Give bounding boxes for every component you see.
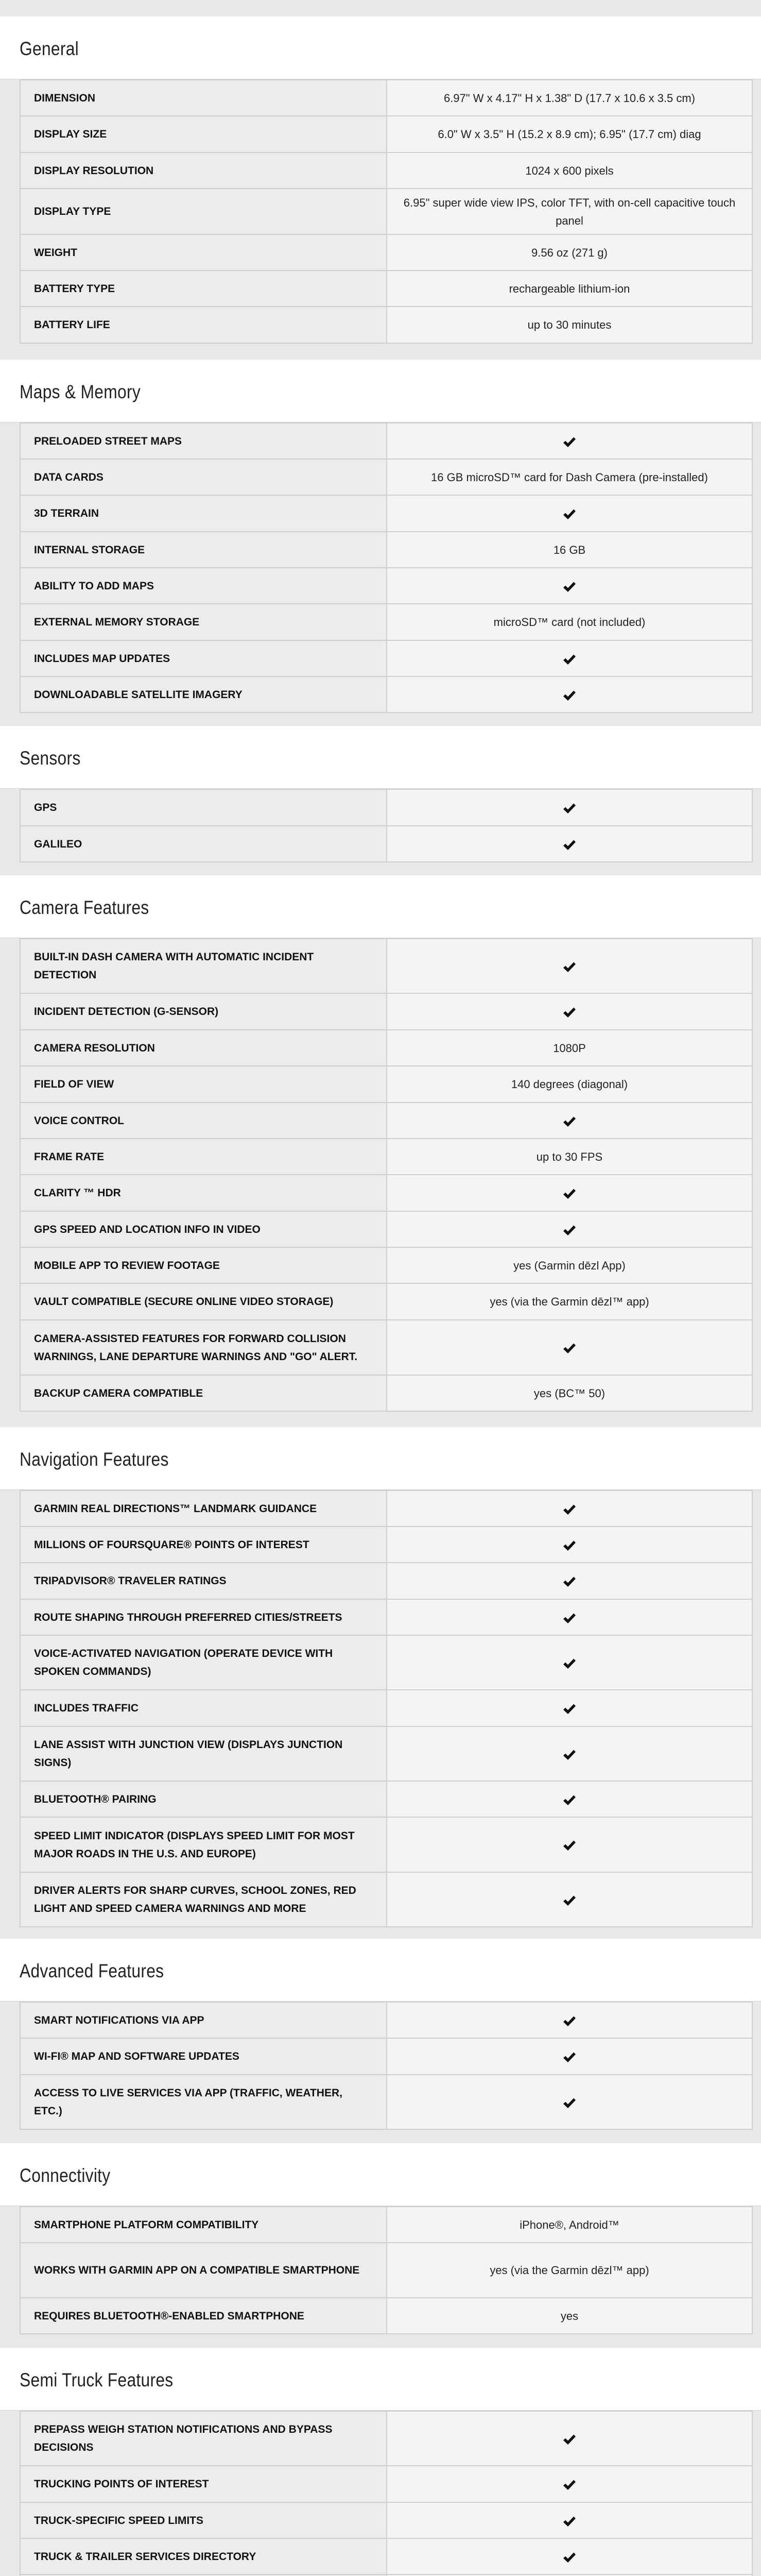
spec-row — [20, 640, 752, 676]
section-header-advanced-features — [0, 1939, 761, 2002]
section-title: Maps & Memory — [20, 381, 141, 402]
section-header-maps-memory — [0, 360, 761, 422]
checkmark-icon — [563, 1504, 576, 1515]
spec-row — [20, 2243, 752, 2298]
spec-label: MILLIONS OF FOURSQUARE® POINTS OF INTEREST — [20, 1527, 387, 1563]
spec-value-check — [387, 1563, 752, 1599]
spec-label: DATA CARDS — [20, 459, 387, 495]
spec-value-check — [387, 1103, 752, 1139]
spec-row — [20, 1030, 752, 1066]
spec-label: WEIGHT — [20, 234, 387, 270]
checkmark-icon — [563, 654, 576, 665]
spec-label: BACKUP CAMERA COMPATIBLE — [20, 1375, 387, 1411]
spec-label: GPS — [20, 789, 387, 826]
spec-table-advanced-features — [20, 2002, 753, 2130]
spec-value-check — [387, 423, 752, 459]
spec-value-check — [387, 1175, 752, 1211]
spec-row — [20, 1690, 752, 1726]
spec-value: 1024 x 600 pixels — [387, 152, 752, 189]
checkmark-icon — [563, 1116, 576, 1127]
spec-value: iPhone®, Android™ — [387, 2207, 752, 2243]
section-header-sensors — [0, 726, 761, 789]
spec-row — [20, 270, 752, 307]
checkmark-icon — [563, 803, 576, 814]
spec-value: up to 30 FPS — [387, 1139, 752, 1175]
spec-value-check — [387, 1781, 752, 1817]
checkmark-icon — [563, 2552, 576, 2563]
spec-value: yes (BC™ 50) — [387, 1375, 752, 1411]
spec-row — [20, 152, 752, 189]
checkmark-icon — [563, 1840, 576, 1851]
spec-label: TRIPADVISOR® TRAVELER RATINGS — [20, 1563, 387, 1599]
spec-value-check — [387, 2466, 752, 2502]
section-header-connectivity — [0, 2143, 761, 2206]
section-header-camera-features — [0, 875, 761, 938]
section-header-semi-truck-features — [0, 2348, 761, 2411]
spec-label: LANE ASSIST WITH JUNCTION VIEW (DISPLAYS JUNCTION SIGNS) — [20, 1726, 387, 1781]
spec-row — [20, 1563, 752, 1599]
checkmark-icon — [563, 2434, 576, 2445]
checkmark-icon — [563, 1540, 576, 1551]
spec-value: 16 GB microSD™ card for Dash Camera (pre-installed) — [387, 459, 752, 495]
spec-value: 1080P — [387, 1030, 752, 1066]
section-title: Advanced Features — [20, 1960, 164, 1981]
spec-value-check — [387, 676, 752, 713]
checkmark-icon — [563, 1188, 576, 1199]
spec-label: WI-FI® MAP AND SOFTWARE UPDATES — [20, 2038, 387, 2075]
section-header-general — [0, 16, 761, 79]
spec-row — [20, 1490, 752, 1527]
checkmark-icon — [563, 961, 576, 973]
spec-row — [20, 116, 752, 152]
spec-row — [20, 80, 752, 116]
checkmark-icon — [563, 1749, 576, 1760]
checkmark-icon — [563, 509, 576, 520]
spec-value-check — [387, 1817, 752, 1872]
spec-value: microSD™ card (not included) — [387, 604, 752, 640]
section-header-navigation-features — [0, 1427, 761, 1490]
section-title: Navigation Features — [20, 1449, 169, 1470]
spec-row — [20, 189, 752, 234]
spec-value-check — [387, 993, 752, 1030]
spec-label: VOICE-ACTIVATED NAVIGATION (OPERATE DEVICE WITH SPOKEN COMMANDS) — [20, 1635, 387, 1690]
spec-row — [20, 1320, 752, 1375]
section-title: Sensors — [20, 748, 81, 769]
spec-label: GPS SPEED AND LOCATION INFO IN VIDEO — [20, 1211, 387, 1247]
spec-label: SMARTPHONE PLATFORM COMPATIBILITY — [20, 2207, 387, 2243]
spec-label: MOBILE APP TO REVIEW FOOTAGE — [20, 1247, 387, 1283]
spec-label: BUILT-IN DASH CAMERA WITH AUTOMATIC INCIDENT DETECTION — [20, 939, 387, 993]
spec-label: TRUCK-SPECIFIC SPEED LIMITS — [20, 2502, 387, 2538]
checkmark-icon — [563, 2015, 576, 2027]
spec-row — [20, 1781, 752, 1817]
spec-row — [20, 532, 752, 568]
spec-row — [20, 993, 752, 1030]
section-title: Connectivity — [20, 2165, 111, 2186]
spec-value-check — [387, 2002, 752, 2038]
spec-value: yes — [387, 2298, 752, 2334]
spec-row — [20, 2466, 752, 2502]
spec-row — [20, 604, 752, 640]
checkmark-icon — [563, 1895, 576, 1906]
spec-value: 140 degrees (diagonal) — [387, 1066, 752, 1103]
spec-value: 6.97" W x 4.17" H x 1.38" D (17.7 x 10.6 x 3.5 cm) — [387, 80, 752, 116]
spec-value: up to 30 minutes — [387, 307, 752, 343]
checkmark-icon — [563, 690, 576, 701]
spec-row — [20, 1599, 752, 1635]
checkmark-icon — [563, 1613, 576, 1624]
spec-row — [20, 939, 752, 993]
spec-label: CLARITY ™ HDR — [20, 1175, 387, 1211]
spec-label: BLUETOOTH® PAIRING — [20, 1781, 387, 1817]
spec-row — [20, 1211, 752, 1247]
spec-value-check — [387, 1690, 752, 1726]
spec-value: 16 GB — [387, 532, 752, 568]
spec-value-check — [387, 640, 752, 676]
spec-row — [20, 2538, 752, 2574]
checkmark-icon — [563, 1794, 576, 1806]
spec-row — [20, 1375, 752, 1411]
spec-label: VAULT COMPATIBLE (SECURE ONLINE VIDEO STORAGE) — [20, 1283, 387, 1320]
spec-row — [20, 1872, 752, 1927]
spec-value-check — [387, 939, 752, 993]
spec-label: TRUCKING POINTS OF INTEREST — [20, 2466, 387, 2502]
checkmark-icon — [563, 2479, 576, 2490]
spec-label: 3D TERRAIN — [20, 495, 387, 532]
spec-table-sensors — [20, 789, 753, 862]
spec-table-camera-features — [20, 938, 753, 1412]
spec-label: BATTERY LIFE — [20, 307, 387, 343]
spec-label: REQUIRES BLUETOOTH®-ENABLED SMARTPHONE — [20, 2298, 387, 2334]
section-title: Semi Truck Features — [20, 2369, 174, 2391]
spec-label: SMART NOTIFICATIONS VIA APP — [20, 2002, 387, 2038]
spec-row — [20, 1247, 752, 1283]
spec-label: CAMERA-ASSISTED FEATURES FOR FORWARD COLLISION WARNINGS, LANE DEPARTURE WARNINGS AND "GO" ALERT. — [20, 1320, 387, 1375]
spec-row — [20, 1283, 752, 1320]
spec-row — [20, 1635, 752, 1690]
spec-table-general — [20, 79, 753, 344]
spec-label: INTERNAL STORAGE — [20, 532, 387, 568]
spec-value: 9.56 oz (271 g) — [387, 234, 752, 270]
checkmark-icon — [563, 2516, 576, 2527]
spec-row — [20, 789, 752, 826]
spec-row — [20, 2207, 752, 2243]
spec-label: GARMIN REAL DIRECTIONS™ LANDMARK GUIDANCE — [20, 1490, 387, 1527]
spec-row — [20, 2038, 752, 2075]
checkmark-icon — [563, 839, 576, 851]
spec-value-check — [387, 789, 752, 826]
checkmark-icon — [563, 2052, 576, 2063]
spec-row — [20, 1139, 752, 1175]
spec-row — [20, 2298, 752, 2334]
spec-table-maps-memory — [20, 422, 753, 713]
spec-label: FIELD OF VIEW — [20, 1066, 387, 1103]
spec-row — [20, 2502, 752, 2538]
spec-label: DOWNLOADABLE SATELLITE IMAGERY — [20, 676, 387, 713]
spec-row — [20, 1817, 752, 1872]
spec-row — [20, 1527, 752, 1563]
spec-label: FRAME RATE — [20, 1139, 387, 1175]
section-title: General — [20, 38, 79, 59]
spec-row — [20, 2411, 752, 2466]
spec-label: DISPLAY RESOLUTION — [20, 152, 387, 189]
spec-label: INCLUDES MAP UPDATES — [20, 640, 387, 676]
spec-label: DISPLAY TYPE — [20, 189, 387, 234]
spec-value-check — [387, 1599, 752, 1635]
spec-value-check — [387, 568, 752, 604]
spec-value-check — [387, 2538, 752, 2574]
spec-label: ROUTE SHAPING THROUGH PREFERRED CITIES/STREETS — [20, 1599, 387, 1635]
spec-value-check — [387, 1211, 752, 1247]
spec-label: EXTERNAL MEMORY STORAGE — [20, 604, 387, 640]
spec-label: SPEED LIMIT INDICATOR (DISPLAYS SPEED LIMIT FOR MOST MAJOR ROADS IN THE U.S. AND EUROPE) — [20, 1817, 387, 1872]
spec-value-check — [387, 1635, 752, 1690]
spec-label: ABILITY TO ADD MAPS — [20, 568, 387, 604]
spec-row — [20, 459, 752, 495]
spec-value-check — [387, 1320, 752, 1375]
spec-value: 6.95" super wide view IPS, color TFT, with on-cell capacitive touch panel — [387, 189, 752, 234]
spec-row — [20, 234, 752, 270]
spec-row — [20, 307, 752, 343]
spec-value-check — [387, 2502, 752, 2538]
spec-row — [20, 1175, 752, 1211]
checkmark-icon — [563, 1007, 576, 1018]
spec-value-check — [387, 2075, 752, 2129]
spec-value-check — [387, 495, 752, 532]
spec-label: CAMERA RESOLUTION — [20, 1030, 387, 1066]
spec-value: yes (via the Garmin dēzl™ app) — [387, 1283, 752, 1320]
spec-table-navigation-features — [20, 1490, 753, 1927]
spec-table-connectivity — [20, 2206, 753, 2334]
spec-value: yes (Garmin dēzl App) — [387, 1247, 752, 1283]
checkmark-icon — [563, 581, 576, 592]
spec-label: VOICE CONTROL — [20, 1103, 387, 1139]
spec-value: yes (via the Garmin dēzl™ app) — [387, 2243, 752, 2298]
section-title: Camera Features — [20, 897, 149, 918]
spec-value-check — [387, 1490, 752, 1527]
checkmark-icon — [563, 1703, 576, 1715]
spec-row — [20, 2002, 752, 2038]
spec-row — [20, 1103, 752, 1139]
spec-row — [20, 1726, 752, 1781]
spec-value-check — [387, 826, 752, 862]
spec-row — [20, 1066, 752, 1103]
spec-row — [20, 495, 752, 532]
spec-row — [20, 2075, 752, 2129]
spec-label: ACCESS TO LIVE SERVICES VIA APP (TRAFFIC, WEATHER, ETC.) — [20, 2075, 387, 2129]
spec-value: rechargeable lithium-ion — [387, 270, 752, 307]
checkmark-icon — [563, 1343, 576, 1354]
spec-label: DISPLAY SIZE — [20, 116, 387, 152]
spec-label: PRELOADED STREET MAPS — [20, 423, 387, 459]
spec-value-check — [387, 2038, 752, 2075]
spec-label: INCLUDES TRAFFIC — [20, 1690, 387, 1726]
spec-row — [20, 826, 752, 862]
spec-table-semi-truck-features — [20, 2411, 753, 2576]
spec-value-check — [387, 1872, 752, 1927]
checkmark-icon — [563, 1658, 576, 1669]
spec-label: DRIVER ALERTS FOR SHARP CURVES, SCHOOL ZONES, RED LIGHT AND SPEED CAMERA WARNINGS AND MORE — [20, 1872, 387, 1927]
spec-label: PREPASS WEIGH STATION NOTIFICATIONS AND BYPASS DECISIONS — [20, 2411, 387, 2466]
spec-label: DIMENSION — [20, 80, 387, 116]
spec-label: WORKS WITH GARMIN APP ON A COMPATIBLE SMARTPHONE — [20, 2243, 387, 2298]
spec-row — [20, 676, 752, 713]
spec-row — [20, 568, 752, 604]
checkmark-icon — [563, 1225, 576, 1236]
checkmark-icon — [563, 1576, 576, 1587]
spec-value: 6.0" W x 3.5" H (15.2 x 8.9 cm); 6.95" (17.7 cm) diag — [387, 116, 752, 152]
spec-label: TRUCK & TRAILER SERVICES DIRECTORY — [20, 2538, 387, 2574]
spec-value-check — [387, 2411, 752, 2466]
spec-row — [20, 423, 752, 459]
spec-label: GALILEO — [20, 826, 387, 862]
spec-value-check — [387, 1726, 752, 1781]
checkmark-icon — [563, 2097, 576, 2109]
checkmark-icon — [563, 436, 576, 448]
spec-label: INCIDENT DETECTION (G-SENSOR) — [20, 993, 387, 1030]
spec-value-check — [387, 1527, 752, 1563]
spec-label: BATTERY TYPE — [20, 270, 387, 307]
